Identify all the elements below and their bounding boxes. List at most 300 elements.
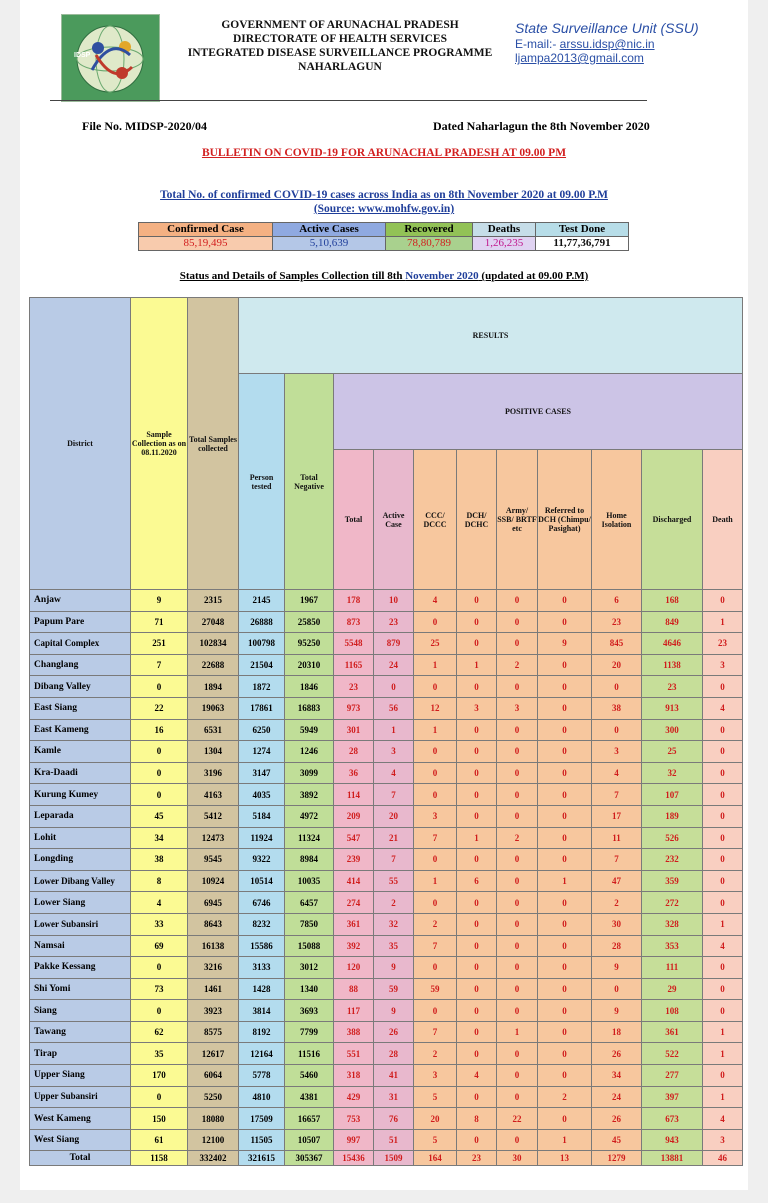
- table-row: [30, 1065, 743, 1087]
- cell-district: Upper Subansiri: [30, 1086, 131, 1108]
- cell-home: 28: [592, 935, 642, 957]
- table-row: [30, 697, 743, 719]
- cell-referred: 0: [538, 913, 592, 935]
- cell-home: 30: [592, 913, 642, 935]
- cell-total-negative: 8984: [285, 849, 334, 871]
- cell-dch: 0: [457, 611, 497, 633]
- cell-active: 55: [374, 870, 414, 892]
- table-row: [30, 611, 743, 633]
- cell-total-negative: 3012: [285, 957, 334, 979]
- cell-active: 23: [374, 611, 414, 633]
- cell-active: 35: [374, 935, 414, 957]
- cell-total-negative: 11324: [285, 827, 334, 849]
- cell-district: Lower Dibang Valley: [30, 870, 131, 892]
- cell-total-negative: 95250: [285, 633, 334, 655]
- header-total-samples: Total Samples collected: [188, 298, 239, 590]
- header-ccc-dccc: CCC/ DCCC: [414, 450, 457, 590]
- cell-ccc: 1: [414, 870, 457, 892]
- cell-person-tested: 2145: [239, 590, 285, 612]
- cell-discharged: 29: [642, 978, 703, 1000]
- cell-total-samples: 4163: [188, 784, 239, 806]
- cell-total: 1165: [334, 654, 374, 676]
- cell-active: 9: [374, 957, 414, 979]
- cell-total: 274: [334, 892, 374, 914]
- table-row: [30, 719, 743, 741]
- cell-sample: 62: [131, 1021, 188, 1043]
- table-row: [30, 633, 743, 655]
- cell-referred: 0: [538, 1065, 592, 1087]
- cell-referred: 0: [538, 654, 592, 676]
- cell-referred: 0: [538, 762, 592, 784]
- cell-total: 209: [334, 805, 374, 827]
- cell-active: 20: [374, 805, 414, 827]
- cell-total-samples: 8575: [188, 1021, 239, 1043]
- cell-sample: 9: [131, 590, 188, 612]
- cell-person-tested: 6250: [239, 719, 285, 741]
- summary-value-0: 85,19,495: [139, 237, 273, 251]
- header-army: Army/ SSB/ BRTF etc: [497, 450, 538, 590]
- header-sample-collection: Sample Collection as on 08.11.2020: [131, 298, 188, 590]
- cell-army: 0: [497, 1000, 538, 1022]
- cell-person-tested: 4035: [239, 784, 285, 806]
- cell-ccc: 7: [414, 827, 457, 849]
- cell-death: 1: [703, 913, 743, 935]
- cell-district: Lohit: [30, 827, 131, 849]
- cell-total-negative: 16883: [285, 697, 334, 719]
- cell-dch: 0: [457, 913, 497, 935]
- cell-active: 24: [374, 654, 414, 676]
- cell-total-samples: 3196: [188, 762, 239, 784]
- cell-ccc: 3: [414, 1065, 457, 1087]
- cell-referred: 0: [538, 1021, 592, 1043]
- cell-dch: 0: [457, 1043, 497, 1065]
- cell-home: 9: [592, 1000, 642, 1022]
- cell-army: 0: [497, 978, 538, 1000]
- dated-line: Dated Naharlagun the 8th November 2020: [433, 119, 650, 133]
- cell-ccc: 1: [414, 654, 457, 676]
- cell-army: 0: [497, 590, 538, 612]
- cell-death: 0: [703, 978, 743, 1000]
- cell-sample: 38: [131, 849, 188, 871]
- cell-sample: 35: [131, 1043, 188, 1065]
- cell-active: 3: [374, 741, 414, 763]
- cell-dch: 0: [457, 676, 497, 698]
- cell-referred: 0: [538, 697, 592, 719]
- cell-total: 114: [334, 784, 374, 806]
- status-title-pre: Status and Details of Samples Collection till 8th: [179, 270, 406, 282]
- cell-district: Dibang Valley: [30, 676, 131, 698]
- cell-district: Longding: [30, 849, 131, 871]
- cell-total-negative: 1246: [285, 741, 334, 763]
- cell-death: 0: [703, 762, 743, 784]
- cell-person-tested: 6746: [239, 892, 285, 914]
- cell-person-tested: 12164: [239, 1043, 285, 1065]
- cell-discharged: 913: [642, 697, 703, 719]
- cell-home: 26: [592, 1108, 642, 1130]
- cell-active: 1: [374, 719, 414, 741]
- cell-discharged: 4646: [642, 633, 703, 655]
- cell-death: 1: [703, 1043, 743, 1065]
- cell-referred: 0: [538, 978, 592, 1000]
- cell-dch: 0: [457, 1021, 497, 1043]
- cell-total-samples: 3216: [188, 957, 239, 979]
- logo-text: IDSP: [74, 52, 91, 59]
- summary-value-2: 78,80,789: [386, 237, 473, 251]
- table-row: [30, 784, 743, 806]
- cell-referred: 1: [538, 870, 592, 892]
- cell-army: 0: [497, 1129, 538, 1151]
- cell-ccc: 0: [414, 957, 457, 979]
- cell-ccc: 12: [414, 697, 457, 719]
- cell-district: Kamle: [30, 741, 131, 763]
- india-source: (Source: www.mohfw.gov.in): [313, 203, 455, 215]
- summary-label-3: Deaths: [473, 223, 536, 237]
- india-summary-title: [20, 188, 748, 216]
- email-link-2[interactable]: ljampa2013@gmail.com: [515, 51, 644, 65]
- cell-referred: 0: [538, 827, 592, 849]
- cell-active: 51: [374, 1129, 414, 1151]
- cell-discharged: 277: [642, 1065, 703, 1087]
- cell-person-tested: 9322: [239, 849, 285, 871]
- cell-home: 6: [592, 590, 642, 612]
- email-link-1[interactable]: arssu.idsp@nic.in: [559, 37, 655, 51]
- cell-army: 0: [497, 957, 538, 979]
- cell-referred: 0: [538, 957, 592, 979]
- cell-discharged: 1138: [642, 654, 703, 676]
- cell-ccc: 0: [414, 676, 457, 698]
- cell-person-tested: 5778: [239, 1065, 285, 1087]
- cell-person-tested: 100798: [239, 633, 285, 655]
- cell-total-samples: 12473: [188, 827, 239, 849]
- cell-total: 873: [334, 611, 374, 633]
- cell-dch: 0: [457, 849, 497, 871]
- table-row: [30, 913, 743, 935]
- cell-army: 0: [497, 935, 538, 957]
- cell-dch: 0: [457, 1129, 497, 1151]
- cell-death: 23: [703, 633, 743, 655]
- cell-total-samples: 3923: [188, 1000, 239, 1022]
- cell-home: 0: [592, 719, 642, 741]
- cell-active: 28: [374, 1043, 414, 1065]
- cell-person-tested: 5184: [239, 805, 285, 827]
- table-row: [30, 805, 743, 827]
- cell-discharged: 189: [642, 805, 703, 827]
- total-death: 46: [703, 1151, 743, 1166]
- cell-district: Papum Pare: [30, 611, 131, 633]
- cell-sample: 69: [131, 935, 188, 957]
- cell-sample: 22: [131, 697, 188, 719]
- cell-dch: 0: [457, 784, 497, 806]
- cell-discharged: 168: [642, 590, 703, 612]
- cell-active: 10: [374, 590, 414, 612]
- total-row: [30, 1151, 743, 1166]
- cell-dch: 6: [457, 870, 497, 892]
- cell-total: 388: [334, 1021, 374, 1043]
- cell-death: 0: [703, 870, 743, 892]
- cell-dch: 0: [457, 719, 497, 741]
- cell-total-negative: 6457: [285, 892, 334, 914]
- cell-person-tested: 11924: [239, 827, 285, 849]
- cell-home: 17: [592, 805, 642, 827]
- cell-district: Tawang: [30, 1021, 131, 1043]
- cell-army: 0: [497, 611, 538, 633]
- district-table: [29, 297, 743, 1166]
- cell-sample: 0: [131, 784, 188, 806]
- cell-district: Lower Siang: [30, 892, 131, 914]
- header-total: Total: [334, 450, 374, 590]
- cell-dch: 0: [457, 805, 497, 827]
- cell-dch: 0: [457, 935, 497, 957]
- cell-discharged: 300: [642, 719, 703, 741]
- cell-home: 9: [592, 957, 642, 979]
- cell-ccc: 7: [414, 1021, 457, 1043]
- cell-district: Anjaw: [30, 590, 131, 612]
- cell-death: 0: [703, 784, 743, 806]
- cell-home: 11: [592, 827, 642, 849]
- cell-referred: 0: [538, 849, 592, 871]
- cell-active: 26: [374, 1021, 414, 1043]
- cell-home: 47: [592, 870, 642, 892]
- cell-army: 0: [497, 741, 538, 763]
- cell-discharged: 108: [642, 1000, 703, 1022]
- cell-total: 392: [334, 935, 374, 957]
- cell-total: 88: [334, 978, 374, 1000]
- cell-army: 0: [497, 784, 538, 806]
- cell-army: 0: [497, 892, 538, 914]
- cell-dch: 0: [457, 892, 497, 914]
- cell-active: 32: [374, 913, 414, 935]
- header-dch-dchc: DCH/ DCHC: [457, 450, 497, 590]
- cell-army: 3: [497, 697, 538, 719]
- cell-dch: 0: [457, 978, 497, 1000]
- cell-person-tested: 17861: [239, 697, 285, 719]
- cell-total: 753: [334, 1108, 374, 1130]
- cell-referred: 0: [538, 719, 592, 741]
- cell-sample: 61: [131, 1129, 188, 1151]
- cell-army: 2: [497, 654, 538, 676]
- cell-death: 0: [703, 827, 743, 849]
- cell-sample: 0: [131, 1086, 188, 1108]
- cell-total-negative: 1967: [285, 590, 334, 612]
- cell-person-tested: 11505: [239, 1129, 285, 1151]
- cell-referred: 0: [538, 1043, 592, 1065]
- email-label: E-mail:-: [515, 37, 560, 51]
- header-line-directorate: DIRECTORATE OF HEALTH SERVICES: [232, 33, 447, 45]
- header-line-location: NAHARLAGUN: [298, 61, 382, 73]
- cell-active: 76: [374, 1108, 414, 1130]
- cell-referred: 1: [538, 1129, 592, 1151]
- cell-active: 879: [374, 633, 414, 655]
- cell-ccc: 0: [414, 762, 457, 784]
- cell-person-tested: 1274: [239, 741, 285, 763]
- cell-death: 0: [703, 805, 743, 827]
- cell-total-samples: 1304: [188, 741, 239, 763]
- contact-block: [515, 20, 699, 65]
- cell-total-samples: 6531: [188, 719, 239, 741]
- header-line-programme: INTEGRATED DISEASE SURVEILLANCE PROGRAMME: [187, 47, 493, 59]
- summary-value-3: 1,26,235: [473, 237, 536, 251]
- cell-total-samples: 19063: [188, 697, 239, 719]
- cell-district: Lower Subansiri: [30, 913, 131, 935]
- cell-district: Capital Complex: [30, 633, 131, 655]
- cell-district: East Kameng: [30, 719, 131, 741]
- cell-discharged: 526: [642, 827, 703, 849]
- cell-dch: 1: [457, 827, 497, 849]
- cell-home: 7: [592, 849, 642, 871]
- cell-referred: 0: [538, 892, 592, 914]
- cell-total: 301: [334, 719, 374, 741]
- cell-sample: 170: [131, 1065, 188, 1087]
- status-title-month: November 2020: [405, 270, 479, 282]
- cell-ccc: 0: [414, 892, 457, 914]
- table-row: [30, 762, 743, 784]
- table-row: [30, 590, 743, 612]
- cell-district: West Kameng: [30, 1108, 131, 1130]
- cell-referred: 0: [538, 676, 592, 698]
- cell-referred: 0: [538, 935, 592, 957]
- cell-district: Shi Yomi: [30, 978, 131, 1000]
- cell-total-negative: 16657: [285, 1108, 334, 1130]
- cell-army: 1: [497, 1021, 538, 1043]
- cell-discharged: 673: [642, 1108, 703, 1130]
- cell-sample: 0: [131, 676, 188, 698]
- cell-total-samples: 18080: [188, 1108, 239, 1130]
- cell-army: 0: [497, 913, 538, 935]
- cell-person-tested: 15586: [239, 935, 285, 957]
- cell-referred: 0: [538, 590, 592, 612]
- cell-referred: 0: [538, 611, 592, 633]
- total-total-samples: 332402: [188, 1151, 239, 1166]
- cell-death: 0: [703, 1000, 743, 1022]
- table-row: [30, 849, 743, 871]
- header-death: Death: [703, 450, 743, 590]
- cell-total-samples: 2315: [188, 590, 239, 612]
- cell-total-negative: 3693: [285, 1000, 334, 1022]
- total-active: 1509: [374, 1151, 414, 1166]
- cell-active: 4: [374, 762, 414, 784]
- cell-ccc: 0: [414, 784, 457, 806]
- cell-ccc: 0: [414, 849, 457, 871]
- india-title-text: Total No. of confirmed COVID-19 cases across India as on 8th November 2020 at 09.00 P.M: [160, 189, 608, 201]
- cell-person-tested: 3133: [239, 957, 285, 979]
- header-person-tested: Person tested: [239, 374, 285, 590]
- cell-death: 0: [703, 719, 743, 741]
- cell-army: 0: [497, 676, 538, 698]
- total-total-negative: 305367: [285, 1151, 334, 1166]
- status-title-post: (updated at 09.00 P.M): [478, 270, 589, 282]
- cell-district: Namsai: [30, 935, 131, 957]
- cell-ccc: 25: [414, 633, 457, 655]
- header-home-isolation: Home Isolation: [592, 450, 642, 590]
- cell-dch: 0: [457, 590, 497, 612]
- table-row: [30, 978, 743, 1000]
- cell-dch: 0: [457, 741, 497, 763]
- total-ccc: 164: [414, 1151, 457, 1166]
- header-line-government: GOVERNMENT OF ARUNACHAL PRADESH: [221, 19, 459, 31]
- cell-sample: 0: [131, 1000, 188, 1022]
- cell-active: 2: [374, 892, 414, 914]
- cell-death: 0: [703, 590, 743, 612]
- cell-home: 7: [592, 784, 642, 806]
- cell-sample: 45: [131, 805, 188, 827]
- cell-death: 0: [703, 1065, 743, 1087]
- cell-total: 318: [334, 1065, 374, 1087]
- cell-dch: 0: [457, 1000, 497, 1022]
- cell-death: 1: [703, 1086, 743, 1108]
- cell-home: 0: [592, 676, 642, 698]
- cell-death: 4: [703, 1108, 743, 1130]
- cell-home: 2: [592, 892, 642, 914]
- cell-referred: 2: [538, 1086, 592, 1108]
- header-title: [170, 18, 510, 74]
- cell-army: 0: [497, 719, 538, 741]
- cell-home: 0: [592, 978, 642, 1000]
- cell-total-samples: 22688: [188, 654, 239, 676]
- cell-total-samples: 6064: [188, 1065, 239, 1087]
- cell-home: 23: [592, 611, 642, 633]
- cell-person-tested: 21504: [239, 654, 285, 676]
- table-row: [30, 1021, 743, 1043]
- india-summary-table: [138, 222, 629, 251]
- cell-army: 22: [497, 1108, 538, 1130]
- cell-sample: 73: [131, 978, 188, 1000]
- cell-total-negative: 1340: [285, 978, 334, 1000]
- cell-discharged: 32: [642, 762, 703, 784]
- cell-ccc: 0: [414, 611, 457, 633]
- cell-death: 3: [703, 1129, 743, 1151]
- table-row: [30, 957, 743, 979]
- table-row: [30, 892, 743, 914]
- header-positive-cases: POSITIVE CASES: [334, 374, 743, 450]
- cell-ccc: 7: [414, 935, 457, 957]
- cell-total-samples: 10924: [188, 870, 239, 892]
- cell-dch: 0: [457, 762, 497, 784]
- cell-person-tested: 4810: [239, 1086, 285, 1108]
- bulletin-page: [20, 0, 748, 1190]
- total-total: 15436: [334, 1151, 374, 1166]
- cell-total-samples: 6945: [188, 892, 239, 914]
- cell-death: 4: [703, 697, 743, 719]
- table-row: [30, 654, 743, 676]
- cell-total: 36: [334, 762, 374, 784]
- header-total-negative: Total Negative: [285, 374, 334, 590]
- cell-district: Kra-Daadi: [30, 762, 131, 784]
- cell-active: 31: [374, 1086, 414, 1108]
- cell-army: 0: [497, 762, 538, 784]
- table-row: [30, 827, 743, 849]
- cell-dch: 4: [457, 1065, 497, 1087]
- summary-value-4: 11,77,36,791: [536, 237, 629, 251]
- header-divider: [50, 100, 647, 101]
- cell-total: 5548: [334, 633, 374, 655]
- cell-army: 0: [497, 1043, 538, 1065]
- cell-district: Leparada: [30, 805, 131, 827]
- cell-total-negative: 5460: [285, 1065, 334, 1087]
- header-active-case: Active Case: [374, 450, 414, 590]
- cell-discharged: 849: [642, 611, 703, 633]
- cell-person-tested: 10514: [239, 870, 285, 892]
- cell-home: 24: [592, 1086, 642, 1108]
- status-title: [20, 270, 748, 282]
- cell-total-negative: 4381: [285, 1086, 334, 1108]
- cell-ccc: 4: [414, 590, 457, 612]
- cell-home: 38: [592, 697, 642, 719]
- cell-total-negative: 11516: [285, 1043, 334, 1065]
- cell-discharged: 522: [642, 1043, 703, 1065]
- cell-ccc: 3: [414, 805, 457, 827]
- cell-district: Changlang: [30, 654, 131, 676]
- cell-discharged: 232: [642, 849, 703, 871]
